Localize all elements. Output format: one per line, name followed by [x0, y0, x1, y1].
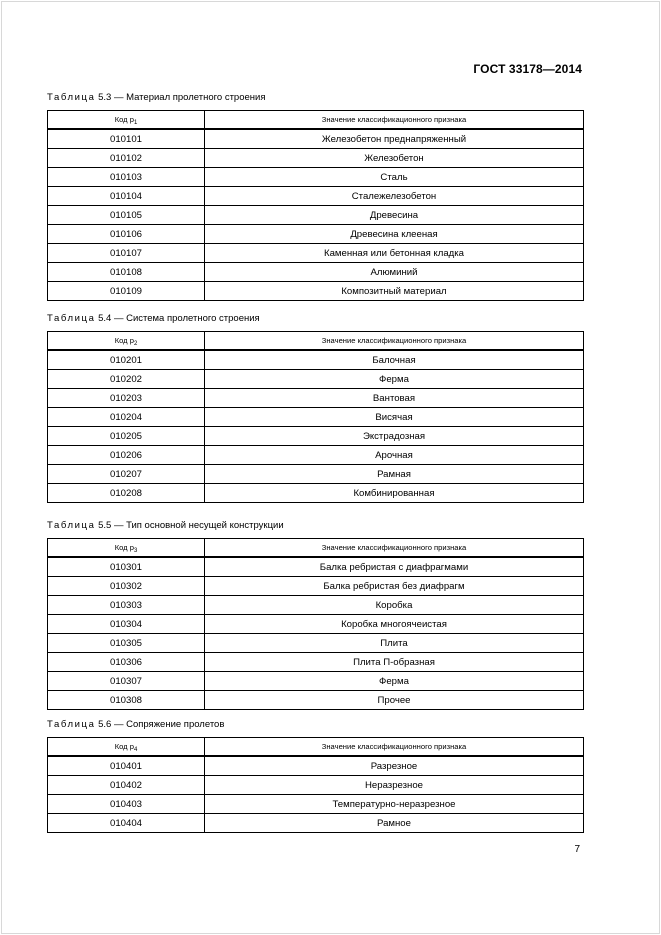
- value-cell: Рамная: [205, 465, 584, 484]
- value-cell: Экстрадозная: [205, 427, 584, 446]
- column-header-code: [48, 539, 205, 558]
- code-cell: 010201: [48, 350, 205, 370]
- table-row: [48, 282, 584, 301]
- table-row: [48, 615, 584, 634]
- value-cell: Коробка: [205, 596, 584, 615]
- value-cell: Арочная: [205, 446, 584, 465]
- table-row: [48, 557, 584, 577]
- code-cell: 010304: [48, 615, 205, 634]
- value-cell: Сталежелезобетон: [205, 187, 584, 206]
- value-cell: Неразрезное: [205, 776, 584, 795]
- caption-label: Таблица: [47, 719, 96, 730]
- table-header-row: [48, 738, 584, 757]
- table-row: [48, 776, 584, 795]
- column-header-value: Значение классификационного признака: [205, 332, 584, 351]
- page-number: 7: [574, 844, 580, 855]
- value-cell: Прочее: [205, 691, 584, 710]
- code-header-label: Код p: [114, 742, 134, 751]
- code-cell: 010103: [48, 168, 205, 187]
- code-cell: 010302: [48, 577, 205, 596]
- table-5-5: [47, 520, 583, 710]
- table-row: [48, 225, 584, 244]
- value-cell: Плита: [205, 634, 584, 653]
- code-cell: 010402: [48, 776, 205, 795]
- code-header-subscript: 2: [133, 341, 138, 347]
- caption-text: 5.5 — Тип основной несущей конструкции: [98, 520, 284, 531]
- code-cell: 010205: [48, 427, 205, 446]
- caption-text: 5.4 — Система пролетного строения: [98, 313, 260, 324]
- code-header-label: Код p: [114, 543, 134, 552]
- code-cell: 010206: [48, 446, 205, 465]
- table-row: [48, 672, 584, 691]
- table-header-row: [48, 111, 584, 130]
- table-row: [48, 244, 584, 263]
- code-cell: 010401: [48, 756, 205, 776]
- table-row: [48, 187, 584, 206]
- table-row: [48, 389, 584, 408]
- table-caption: [47, 313, 583, 331]
- table-row: [48, 408, 584, 427]
- column-header-value: Значение классификационного признака: [205, 539, 584, 558]
- table-row: [48, 350, 584, 370]
- table-row: [48, 206, 584, 225]
- value-cell: Древесина клееная: [205, 225, 584, 244]
- code-cell: 010306: [48, 653, 205, 672]
- value-cell: Алюминий: [205, 263, 584, 282]
- code-cell: 010207: [48, 465, 205, 484]
- table-row: [48, 596, 584, 615]
- table-header-row: [48, 332, 584, 351]
- value-cell: Балочная: [205, 350, 584, 370]
- code-cell: 010102: [48, 149, 205, 168]
- code-header-label: Код p: [114, 336, 134, 345]
- table-5-3: [47, 92, 583, 301]
- column-header-code: [48, 332, 205, 351]
- caption-label: Таблица: [47, 520, 96, 531]
- value-cell: Композитный материал: [205, 282, 584, 301]
- value-cell: Висячая: [205, 408, 584, 427]
- code-cell: 010106: [48, 225, 205, 244]
- column-header-value: Значение классификационного признака: [205, 111, 584, 130]
- code-header-label: Код p: [114, 115, 134, 124]
- classification-table: [47, 331, 584, 503]
- table-5-6: [47, 719, 583, 833]
- classification-table: [47, 737, 584, 833]
- code-cell: 010305: [48, 634, 205, 653]
- table-row: [48, 756, 584, 776]
- table-caption: [47, 719, 583, 737]
- table-row: [48, 814, 584, 833]
- table-row: [48, 370, 584, 389]
- table-row: [48, 691, 584, 710]
- code-cell: 010404: [48, 814, 205, 833]
- code-cell: 010308: [48, 691, 205, 710]
- value-cell: Комбинированная: [205, 484, 584, 503]
- caption-text: 5.3 — Материал пролетного строения: [98, 92, 266, 103]
- value-cell: Железобетон: [205, 149, 584, 168]
- value-cell: Сталь: [205, 168, 584, 187]
- table-row: [48, 263, 584, 282]
- column-header-code: [48, 111, 205, 130]
- caption-label: Таблица: [47, 92, 96, 103]
- value-cell: Рамное: [205, 814, 584, 833]
- table-header-row: [48, 539, 584, 558]
- value-cell: Железобетон преднапряженный: [205, 129, 584, 149]
- code-header-subscript: 4: [133, 747, 138, 753]
- code-cell: 010107: [48, 244, 205, 263]
- table-row: [48, 129, 584, 149]
- table-5-4: [47, 313, 583, 503]
- column-header-value: Значение классификационного признака: [205, 738, 584, 757]
- value-cell: Ферма: [205, 672, 584, 691]
- code-cell: 010303: [48, 596, 205, 615]
- code-cell: 010403: [48, 795, 205, 814]
- value-cell: Балка ребристая без диафрагм: [205, 577, 584, 596]
- caption-label: Таблица: [47, 313, 96, 324]
- table-row: [48, 446, 584, 465]
- code-cell: 010105: [48, 206, 205, 225]
- document-header: ГОСТ 33178—2014: [473, 62, 582, 76]
- value-cell: Вантовая: [205, 389, 584, 408]
- code-cell: 010108: [48, 263, 205, 282]
- column-header-code: [48, 738, 205, 757]
- table-row: [48, 634, 584, 653]
- caption-text: 5.6 — Сопряжение пролетов: [98, 719, 225, 730]
- code-cell: 010109: [48, 282, 205, 301]
- code-cell: 010104: [48, 187, 205, 206]
- code-header-subscript: 3: [133, 548, 138, 554]
- code-cell: 010208: [48, 484, 205, 503]
- table-caption: [47, 92, 583, 110]
- classification-table: [47, 110, 584, 301]
- code-cell: 010101: [48, 129, 205, 149]
- code-cell: 010202: [48, 370, 205, 389]
- value-cell: Температурно-неразрезное: [205, 795, 584, 814]
- table-row: [48, 795, 584, 814]
- value-cell: Балка ребристая с диафрагмами: [205, 557, 584, 577]
- value-cell: Ферма: [205, 370, 584, 389]
- table-row: [48, 577, 584, 596]
- value-cell: Каменная или бетонная кладка: [205, 244, 584, 263]
- code-cell: 010203: [48, 389, 205, 408]
- table-row: [48, 484, 584, 503]
- value-cell: Плита П-образная: [205, 653, 584, 672]
- code-header-subscript: 1: [133, 120, 138, 126]
- code-cell: 010307: [48, 672, 205, 691]
- table-row: [48, 465, 584, 484]
- table-row: [48, 427, 584, 446]
- code-cell: 010204: [48, 408, 205, 427]
- table-caption: [47, 520, 583, 538]
- value-cell: Древесина: [205, 206, 584, 225]
- code-cell: 010301: [48, 557, 205, 577]
- value-cell: Коробка многоячеистая: [205, 615, 584, 634]
- table-row: [48, 168, 584, 187]
- table-row: [48, 149, 584, 168]
- value-cell: Разрезное: [205, 756, 584, 776]
- classification-table: [47, 538, 584, 710]
- table-row: [48, 653, 584, 672]
